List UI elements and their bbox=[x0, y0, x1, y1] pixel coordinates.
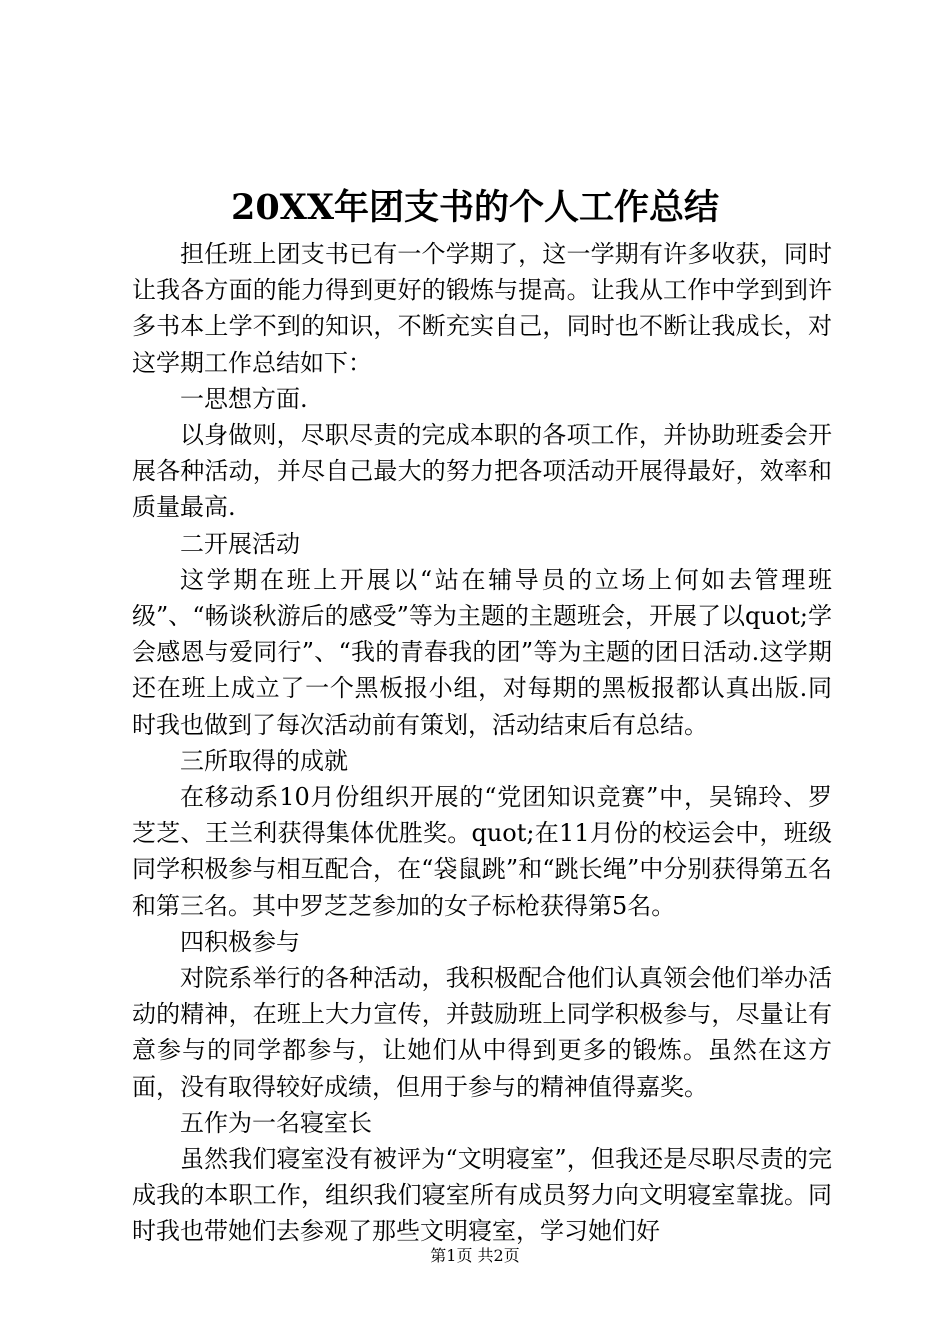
paragraph-thought: 以身做则，尽职尽责的完成本职的各项工作，并协助班委会开展各种活动，并尽自己最大的努力把各项活动开展得最好，效率和质量最高. bbox=[132, 421, 832, 522]
paragraph-activities: 这学期在班上开展以“站在辅导员的立场上何如去管理班级”、“畅谈秋游后的感受”等为主题的主题班会，开展了以quot;学会感恩与爱同行”、“我的青春我的团”等为主题的团日活动.这学期还在班上成立了一个黑板报小组，对每期的黑板报都认真出版.同时我也做到了每次活动前有策划，活动结束后有总结。 bbox=[132, 565, 832, 739]
document-body bbox=[132, 236, 832, 1250]
section-heading-dorm: 五作为一名寝室长 bbox=[180, 1108, 372, 1137]
paragraph-participation: 对院系举行的各种活动，我积极配合他们认真领会他们举办活动的精神，在班上大力宣传，并鼓励班上同学积极参与，尽量让有意参与的同学都参与，让她们从中得到更多的锻炼。虽然在这方面，没有取得较好成绩，但用于参与的精神值得嘉奖。 bbox=[132, 964, 832, 1101]
paragraph-achievements: 在移动系10月份组织开展的“党团知识竞赛”中，吴锦玲、罗芝芝、王兰利获得集体优胜奖。quot;在11月份的校运会中，班级同学积极参与相互配合，在“袋鼠跳”和“跳长绳”中分别获得第五名和第三名。其中罗芝芝参加的女子标枪获得第5名。 bbox=[132, 783, 832, 920]
page-footer: 第1页 共2页 bbox=[430, 1246, 520, 1265]
section-heading-participation: 四积极参与 bbox=[180, 927, 300, 956]
section-heading-activities: 二开展活动 bbox=[180, 529, 300, 558]
section-heading-achievements: 三所取得的成就 bbox=[180, 746, 348, 775]
section-heading-thought: 一思想方面. bbox=[180, 384, 308, 413]
paragraph-dorm: 虽然我们寝室没有被评为“文明寝室”，但我还是尽职尽责的完成我的本职工作，组织我们寝室所有成员努力向文明寝室靠拢。同时我也带她们去参观了那些文明寝室，学习她们好 bbox=[132, 1145, 832, 1246]
paragraph-intro: 担任班上团支书已有一个学期了，这一学期有许多收获，同时让我各方面的能力得到更好的锻炼与提高。让我从工作中学到到许多书本上学不到的知识，不断充实自己，同时也不断让我成长，对这学期工作总结如下： bbox=[132, 240, 832, 377]
document-title: 20XX年团支书的个人工作总结 bbox=[230, 187, 720, 228]
